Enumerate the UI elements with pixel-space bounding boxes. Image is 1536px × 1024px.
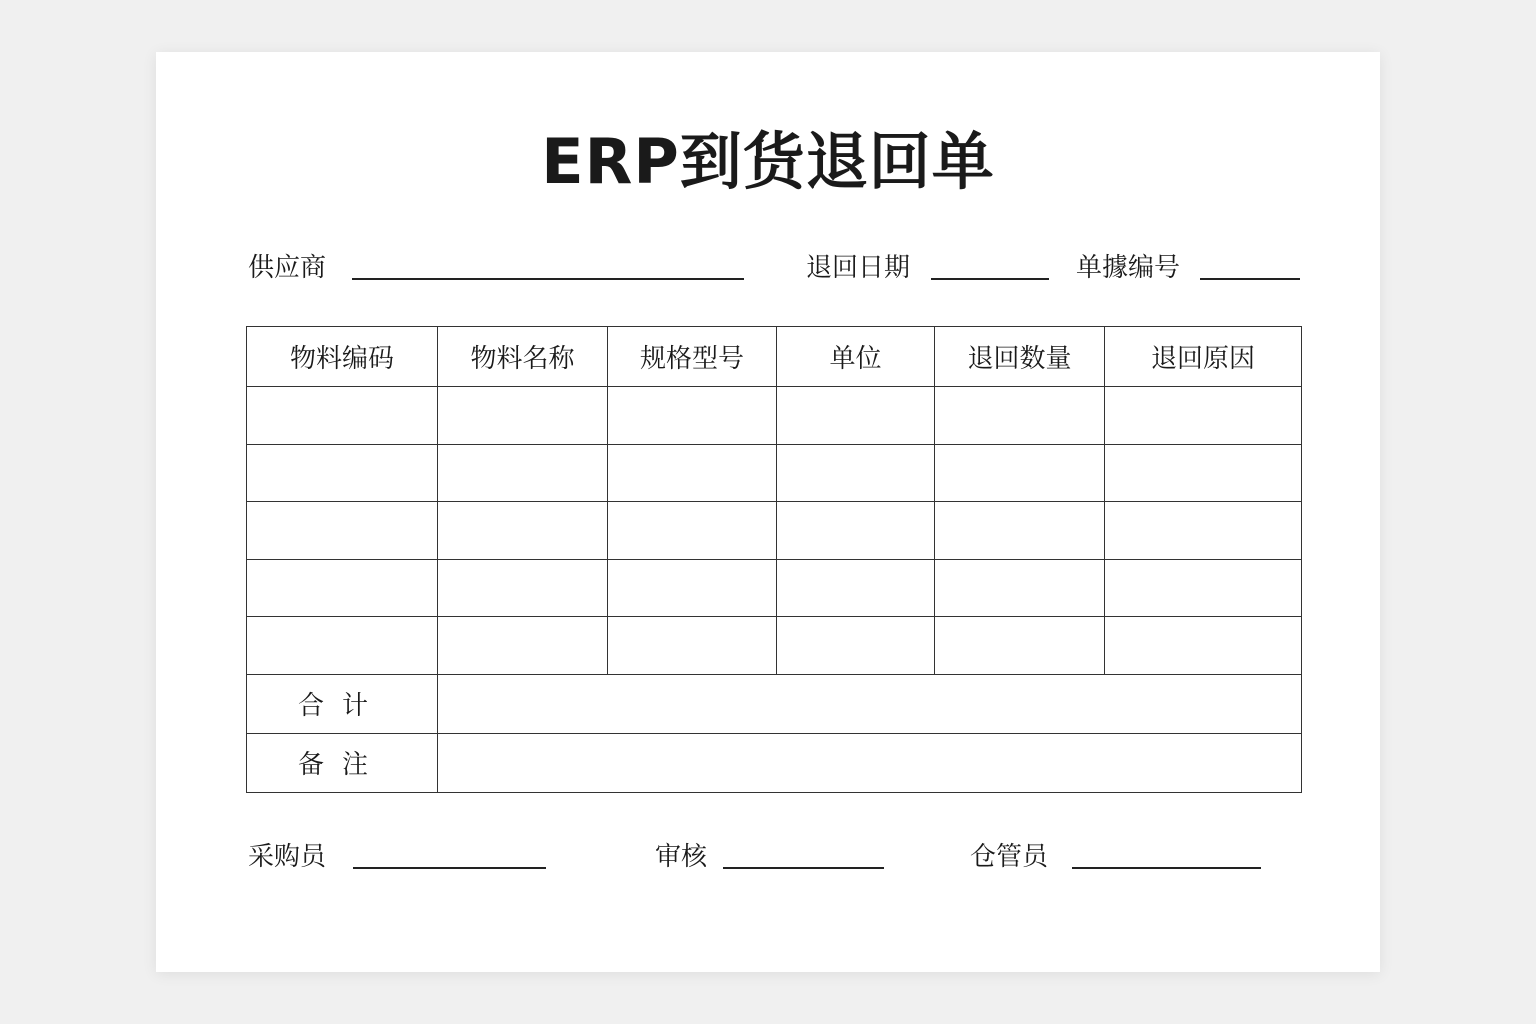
column-header-unit: 单位 <box>777 327 935 387</box>
reviewer-label: 审核 <box>655 842 708 872</box>
table-cell[interactable] <box>247 617 438 675</box>
table-cell[interactable] <box>935 617 1105 675</box>
table-cell[interactable] <box>1105 444 1302 502</box>
table-header-row <box>247 327 1302 387</box>
column-header-return-reason: 退回原因 <box>1105 327 1302 387</box>
table-cell[interactable] <box>438 387 608 445</box>
table-cell[interactable] <box>777 617 935 675</box>
table-cell[interactable] <box>608 387 777 445</box>
column-header-material-name: 物料名称 <box>438 327 608 387</box>
table-cell[interactable] <box>438 617 608 675</box>
table-cell[interactable] <box>608 559 777 617</box>
total-label: 合计 <box>247 674 438 733</box>
table-cell[interactable] <box>935 502 1105 560</box>
warehouse-keeper-label: 仓管员 <box>970 842 1049 872</box>
warehouse-keeper-field[interactable] <box>1072 867 1261 869</box>
table-cell[interactable] <box>608 502 777 560</box>
supplier-label: 供应商 <box>248 253 327 283</box>
table-cell[interactable] <box>247 502 438 560</box>
table-cell[interactable] <box>247 387 438 445</box>
table-row <box>247 502 1302 560</box>
table-row <box>247 617 1302 675</box>
table-cell[interactable] <box>935 559 1105 617</box>
table-row <box>247 559 1302 617</box>
total-value-cell[interactable] <box>438 674 1302 733</box>
purchaser-field[interactable] <box>353 867 546 869</box>
table-cell[interactable] <box>438 444 608 502</box>
remarks-value-cell[interactable] <box>438 733 1302 792</box>
column-header-spec-model: 规格型号 <box>608 327 777 387</box>
table-cell[interactable] <box>438 559 608 617</box>
remarks-label: 备注 <box>247 733 438 792</box>
column-header-return-quantity: 退回数量 <box>935 327 1105 387</box>
table-cell[interactable] <box>1105 559 1302 617</box>
form-title: ERP到货退回单 <box>541 125 995 198</box>
table-cell[interactable] <box>1105 387 1302 445</box>
table-cell[interactable] <box>777 559 935 617</box>
supplier-field[interactable] <box>352 278 744 280</box>
total-row <box>247 674 1302 733</box>
table-cell[interactable] <box>247 559 438 617</box>
return-date-field[interactable] <box>931 278 1049 280</box>
table-cell[interactable] <box>438 502 608 560</box>
remarks-row <box>247 733 1302 792</box>
table-cell[interactable] <box>1105 617 1302 675</box>
table-cell[interactable] <box>777 444 935 502</box>
table-cell[interactable] <box>935 387 1105 445</box>
table-row <box>247 387 1302 445</box>
doc-number-field[interactable] <box>1200 278 1300 280</box>
reviewer-field[interactable] <box>723 867 884 869</box>
return-date-label: 退回日期 <box>806 253 911 283</box>
table-row <box>247 444 1302 502</box>
table-cell[interactable] <box>777 502 935 560</box>
return-items-table <box>246 326 1302 793</box>
table-cell[interactable] <box>935 444 1105 502</box>
table-cell[interactable] <box>608 444 777 502</box>
table-cell[interactable] <box>1105 502 1302 560</box>
table-cell[interactable] <box>777 387 935 445</box>
column-header-material-code: 物料编码 <box>247 327 438 387</box>
table-cell[interactable] <box>247 444 438 502</box>
purchaser-label: 采购员 <box>248 842 327 872</box>
table-cell[interactable] <box>608 617 777 675</box>
doc-number-label: 单據编号 <box>1076 253 1181 283</box>
